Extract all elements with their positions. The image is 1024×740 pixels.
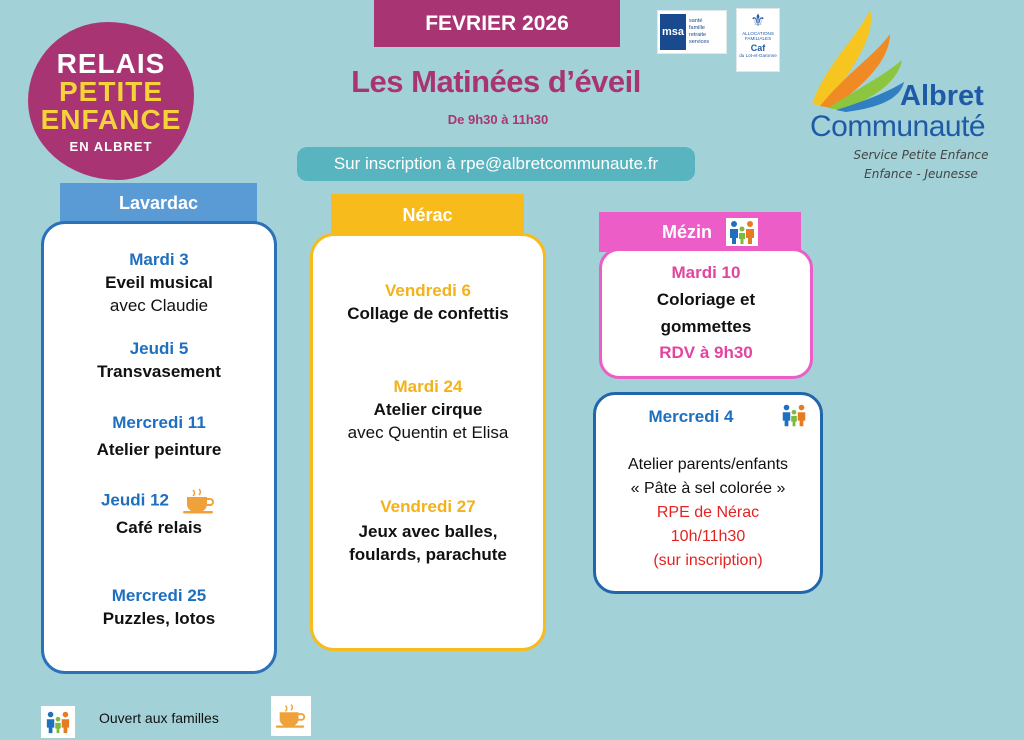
family-icon (779, 401, 809, 429)
nerac-event-3 (313, 495, 543, 566)
family-icon (726, 218, 758, 246)
rpe-logo-line3: ENFANCE (40, 103, 182, 135)
event-activity: Café relais (116, 518, 202, 537)
lavardac-event-1 (44, 248, 274, 317)
event-line2: « Pâte à sel colorée » (630, 480, 786, 497)
mezin-event (602, 261, 810, 366)
msa-logo (657, 10, 727, 54)
nerac-card (310, 233, 546, 651)
event-activity: Collage de confettis (347, 304, 509, 323)
event-line4: 10h/11h30 (670, 528, 746, 545)
tab-lavardac: Lavardac (60, 183, 257, 224)
event-day: Mardi 10 (671, 263, 741, 282)
event-day: Jeudi 12 (100, 490, 170, 510)
albret-word1: Albret (900, 80, 984, 112)
caf-line1: ALLOCATIONS FAMILIALES (742, 31, 774, 42)
event-line1: Atelier parents/enfants (627, 456, 789, 473)
event-activity-2: foulards, parachute (349, 545, 507, 564)
event-day: Mercredi 25 (111, 586, 207, 605)
event-day: Mercredi 11 (112, 413, 206, 432)
event-activity: Puzzles, lotos (102, 609, 216, 628)
msa-text (689, 18, 709, 46)
caf-line3: du Lot-et-Garonne (739, 53, 777, 59)
page-title: Les Matinées d’éveil (351, 64, 641, 99)
event-line5: (sur inscription) (653, 552, 763, 569)
inscription-text: Sur inscription à rpe@albretcommunaute.fr (333, 154, 659, 173)
parents-event-body (596, 453, 820, 573)
coffee-cup-icon (274, 702, 308, 730)
event-activity: Transvasement (97, 362, 221, 381)
rpe-logo (28, 22, 194, 180)
caf-logo (736, 8, 780, 72)
lavardac-event-3 (44, 411, 274, 461)
caf-shield-icon: ⚜ (750, 11, 766, 30)
event-activity: Atelier peinture (96, 440, 222, 459)
msa-mark: msa (660, 14, 686, 50)
family-icon (43, 709, 73, 735)
month-banner: FEVRIER 2026 (374, 0, 620, 47)
event-activity: Jeux avec balles, (358, 522, 498, 541)
lavardac-event-2 (44, 337, 274, 383)
tab-mezin (599, 212, 801, 252)
parents-event-card (593, 392, 823, 594)
rpe-logo-line4: EN ALBRET (69, 138, 153, 154)
msa-text4: services (689, 38, 710, 45)
rpe-logo-line1: RELAIS (56, 47, 166, 79)
caf-line2: Caf (750, 43, 766, 54)
tab-nerac: Nérac (331, 194, 524, 236)
event-activity: Eveil musical (105, 273, 213, 292)
schedule-text: De 9h30 à 11h30 (447, 112, 549, 127)
event-detail: avec Quentin et Elisa (347, 423, 509, 442)
event-line3: RPE de Nérac (656, 504, 760, 521)
event-detail: avec Claudie (109, 296, 209, 315)
event-day-row (44, 488, 274, 514)
event-activity: Atelier cirque (373, 400, 483, 419)
event-day: Mercredi 4 (648, 407, 734, 426)
lavardac-card (41, 221, 277, 674)
nerac-event-2 (313, 375, 543, 444)
mezin-card (599, 248, 813, 379)
event-day: Mardi 3 (129, 250, 189, 269)
msa-text3: retraite (689, 32, 707, 38)
nerac-event-1 (313, 279, 543, 325)
legend-family-box (41, 706, 75, 738)
legend-families-label: Ouvert aux familles (99, 710, 219, 726)
event-activity: Coloriage et (656, 290, 756, 309)
inscription-banner (297, 147, 695, 181)
albret-word2: Communauté (810, 110, 986, 143)
event-activity-2: gommettes (660, 317, 752, 336)
msa-text1: santé (689, 18, 703, 25)
event-day: Vendredi 27 (380, 497, 476, 516)
event-note: RDV à 9h30 (659, 343, 753, 362)
lavardac-event-4 (44, 488, 274, 539)
event-day: Jeudi 5 (129, 339, 189, 358)
albret-subtitle (836, 146, 1006, 184)
albret-sub2: Enfance - Jeunesse (864, 167, 978, 181)
msa-text2: famille (689, 25, 705, 32)
tab-mezin-label: Mézin (661, 221, 712, 242)
event-day: Mardi 24 (393, 377, 463, 396)
coffee-cup-icon (181, 488, 217, 514)
albret-sub1: Service Petite Enfance (853, 148, 989, 162)
albret-communaute-logo (806, 4, 1020, 188)
lavardac-event-5 (44, 584, 274, 630)
rpe-logo-line2: PETITE (58, 75, 163, 107)
event-day: Vendredi 6 (385, 281, 471, 300)
legend-cafe-box (271, 696, 311, 736)
